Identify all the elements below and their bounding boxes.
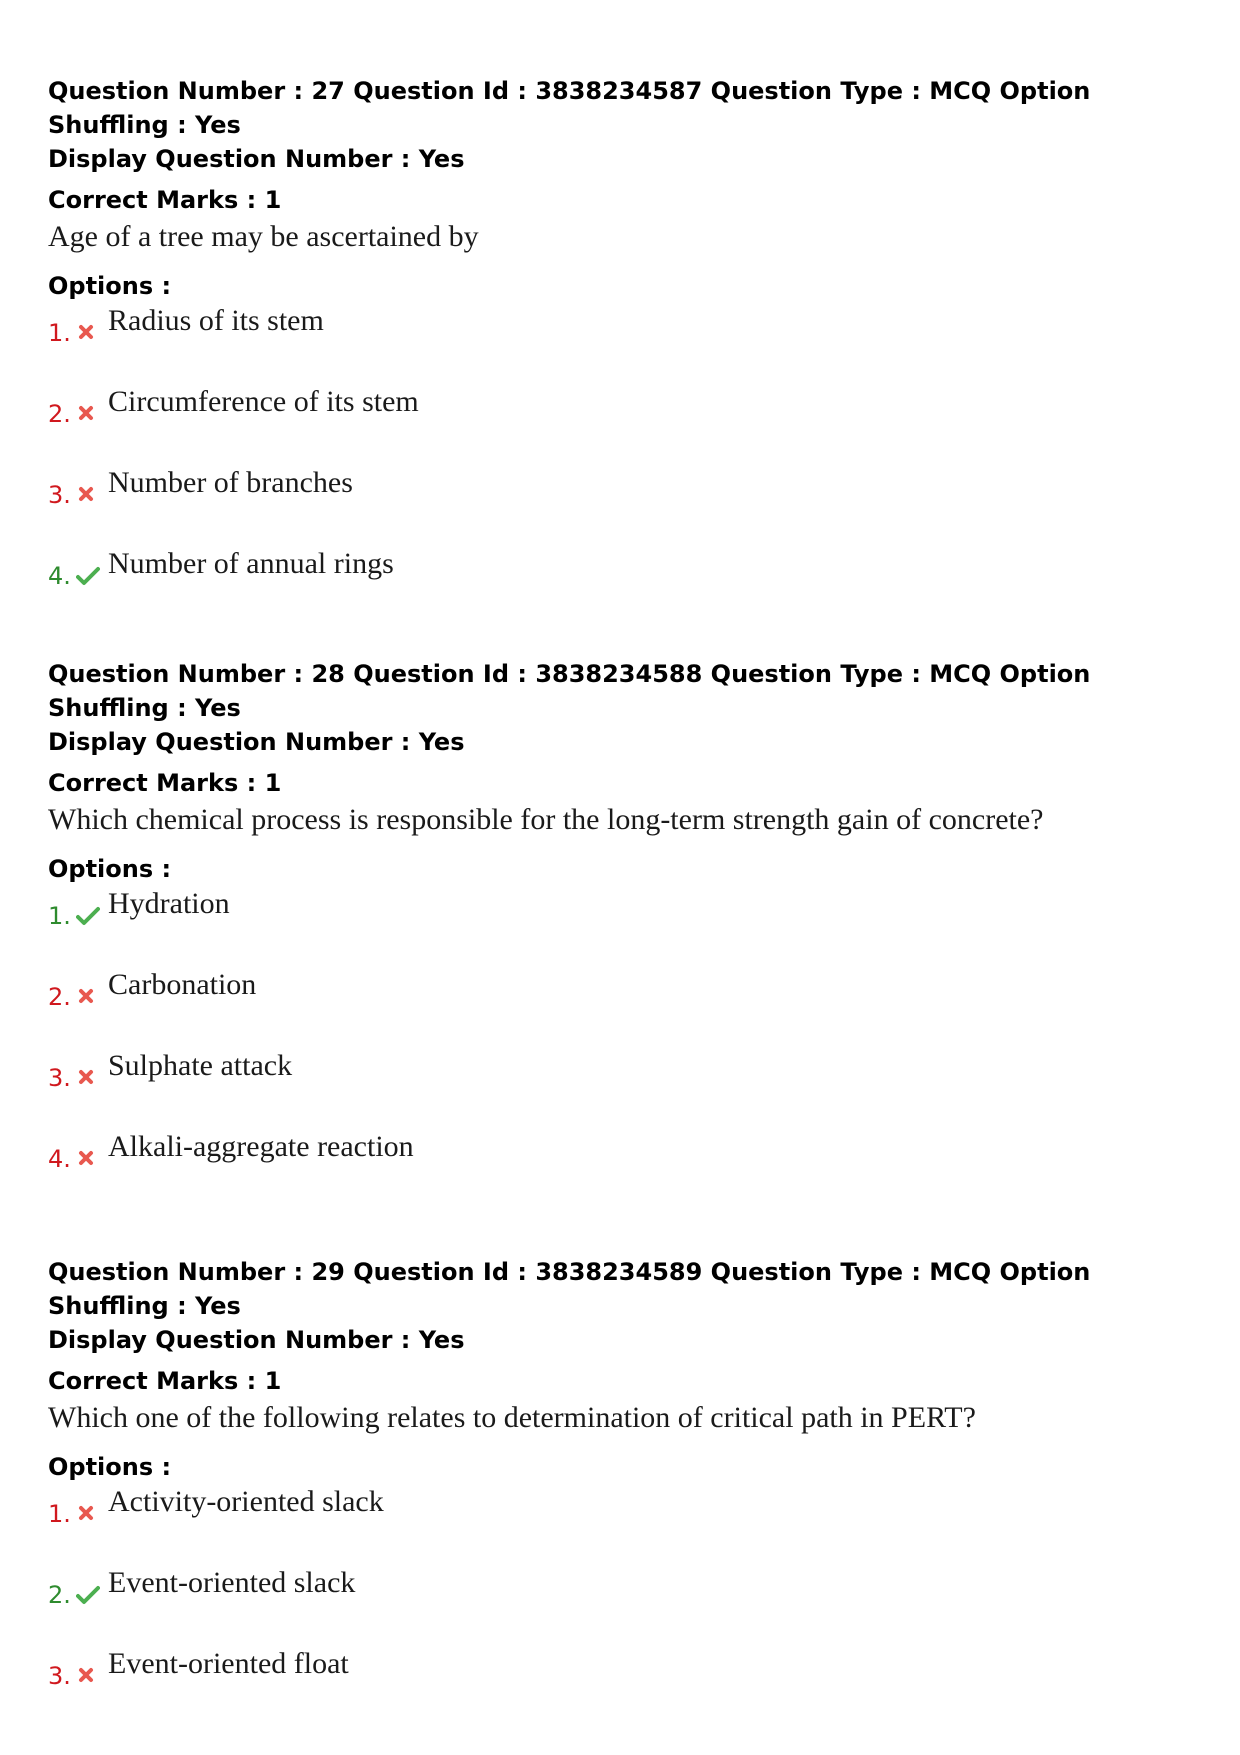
- option-number: 3.: [48, 481, 71, 509]
- option-text: Event-oriented float: [108, 1647, 349, 1680]
- options-label: Options :: [48, 1453, 172, 1481]
- option-number: 4.: [48, 1145, 71, 1173]
- option-item: [48, 547, 1208, 590]
- correct-marks: Correct Marks : 1: [48, 186, 282, 214]
- option-item: [48, 1485, 1208, 1528]
- correct-marks: Correct Marks : 1: [48, 1367, 282, 1395]
- option-item: [48, 1566, 1208, 1609]
- question-header: Question Number : 29 Question Id : 3838234589 Question Type : MCQ Option Shuffling : Yes: [48, 1258, 1091, 1320]
- question-27: [48, 74, 1208, 631]
- options-list: [48, 1485, 1208, 1690]
- option-text: Circumference of its stem: [108, 385, 419, 418]
- option-item: [48, 1647, 1208, 1690]
- question-28: [48, 657, 1208, 1214]
- option-item: [48, 466, 1208, 509]
- cross-icon: [76, 481, 108, 509]
- options-list: [48, 887, 1208, 1173]
- option-text: Carbonation: [108, 968, 257, 1001]
- option-number: 4.: [48, 562, 71, 590]
- check-icon: [76, 902, 108, 930]
- cross-icon: [76, 319, 108, 347]
- option-text: Number of annual rings: [108, 547, 394, 580]
- option-number: 1.: [48, 319, 71, 347]
- cross-icon: [76, 1662, 108, 1690]
- option-number: 1.: [48, 1500, 71, 1528]
- option-text: Radius of its stem: [108, 304, 324, 337]
- question-header-display: Display Question Number : Yes: [48, 145, 465, 173]
- option-item: [48, 1049, 1208, 1092]
- question-header: Question Number : 27 Question Id : 3838234587 Question Type : MCQ Option Shuffling : Yes: [48, 77, 1091, 139]
- cross-icon: [76, 1500, 108, 1528]
- question-header-display: Display Question Number : Yes: [48, 728, 465, 756]
- option-number: 3.: [48, 1064, 71, 1092]
- correct-marks: Correct Marks : 1: [48, 769, 282, 797]
- option-text: Hydration: [108, 887, 230, 920]
- cross-icon: [76, 983, 108, 1011]
- option-item: [48, 1130, 1208, 1173]
- option-item: [48, 385, 1208, 428]
- option-text: Activity-oriented slack: [108, 1485, 384, 1518]
- option-item: [48, 304, 1208, 347]
- check-icon: [76, 1581, 108, 1609]
- option-text: Sulphate attack: [108, 1049, 293, 1082]
- check-icon: [76, 562, 108, 590]
- option-number: 3.: [48, 1662, 71, 1690]
- options-list: [48, 304, 1208, 590]
- option-text: Alkali-aggregate reaction: [108, 1130, 414, 1163]
- options-label: Options :: [48, 855, 172, 883]
- question-text: Which chemical process is responsible for the long-term strength gain of concrete?: [48, 803, 1044, 836]
- options-label: Options :: [48, 272, 172, 300]
- cross-icon: [76, 400, 108, 428]
- cross-icon: [76, 1145, 108, 1173]
- option-text: Event-oriented slack: [108, 1566, 356, 1599]
- option-item: [48, 887, 1208, 930]
- question-header: Question Number : 28 Question Id : 3838234588 Question Type : MCQ Option Shuffling : Yes: [48, 660, 1091, 722]
- question-text: Age of a tree may be ascertained by: [48, 220, 479, 253]
- question-29: [48, 1255, 1208, 1731]
- option-number: 1.: [48, 902, 71, 930]
- option-number: 2.: [48, 400, 71, 428]
- option-text: Number of branches: [108, 466, 353, 499]
- question-text: Which one of the following relates to determination of critical path in PERT?: [48, 1401, 976, 1434]
- option-number: 2.: [48, 1581, 71, 1609]
- option-number: 2.: [48, 983, 71, 1011]
- question-header-display: Display Question Number : Yes: [48, 1326, 465, 1354]
- option-item: [48, 968, 1208, 1011]
- cross-icon: [76, 1064, 108, 1092]
